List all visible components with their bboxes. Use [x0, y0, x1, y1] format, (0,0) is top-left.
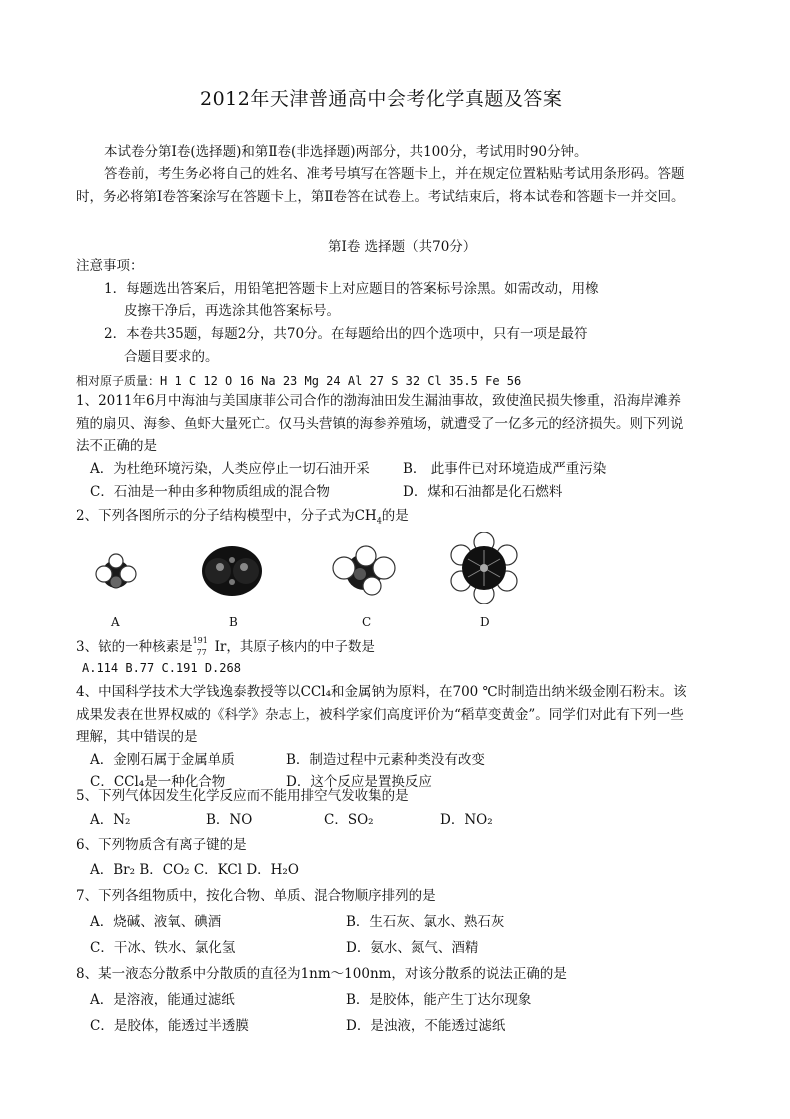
molecule-model-b: [200, 542, 264, 604]
q1-stem-2: 殖的扇贝、海参、鱼虾大量死亡。仅马头营镇的海参养殖场，就遭受了一亿多元的经济损失。则下列说: [76, 416, 684, 432]
molecule-model-c: [326, 542, 402, 604]
q3-stem-post: ，其原子核内的中子数是: [226, 639, 375, 655]
q1-option-a: A．为杜绝环境污染，人类应停止一切石油开采: [90, 461, 370, 477]
q4-stem-2: 成果发表在世界权威的《科学》杂志上，被科学家们高度评价为“稻草变黄金”。同学们对此有下列一些: [76, 707, 684, 723]
note-2b: 合题目要求的。: [124, 349, 219, 365]
molecule-model-d: [448, 532, 520, 608]
q1-stem-3: 法不正确的是: [76, 438, 157, 454]
note-1a: 1．每题选出答案后，用铅笔把答题卡上对应题目的答案标号涂黑。如需改动，用橡: [104, 281, 599, 297]
molecule-model-a: [92, 548, 140, 600]
q2-label-c: C: [362, 615, 372, 629]
intro-line-1: 本试卷分第Ⅰ卷(选择题)和第Ⅱ卷(非选择题)两部分，共100分，考试用时90分钟。: [104, 144, 588, 160]
q2-stem-pre: 2、下列各图所示的分子结构模型中，分子式为: [76, 508, 355, 524]
q2-stem-post: 的是: [381, 508, 409, 524]
q2-label-b: B: [229, 615, 238, 629]
q7-option-c: C．干冰、铁水、氯化氢: [90, 940, 236, 956]
q2-label-a: A: [111, 615, 120, 629]
q5-option-b: B．NO: [206, 812, 253, 828]
q1-option-d: D．煤和石油都是化石燃料: [403, 484, 563, 500]
q3-mass-number: 191: [192, 636, 208, 645]
q2-formula-sub: 4: [376, 516, 382, 526]
q8-option-a: A．是溶液，能通过滤纸: [90, 992, 235, 1008]
intro-line-3: 时，务必将第Ⅰ卷答案涂写在答题卡上，第Ⅱ卷答在试卷上。考试结束后，将本试卷和答题卡一并交回。: [76, 189, 685, 205]
q6-options: A．Br₂ B．CO₂ C．KCl D．H₂O: [90, 862, 299, 878]
q3-stem-pre: 3、铱的一种核素是: [76, 639, 193, 655]
notes-heading: 注意事项：: [76, 258, 144, 274]
section-heading: 第Ⅰ卷 选择题（共70分）: [328, 239, 477, 255]
q2-stem: [76, 508, 409, 530]
q2-formula: CH: [354, 508, 377, 524]
q2-label-d: D: [480, 615, 490, 629]
q4-option-d: D．这个反应是置换反应: [286, 774, 432, 790]
q8-option-b: B．是胶体，能产生丁达尔现象: [346, 992, 532, 1008]
atomic-masses: 相对原子质量：H 1 C 12 O 16 Na 23 Mg 24 Al 27 S 32 Cl 35.5 Fe 56: [76, 374, 522, 388]
q7-option-b: B．生石灰、氯水、熟石灰: [346, 914, 505, 930]
q8-option-c: C．是胶体，能透过半透膜: [90, 1018, 249, 1034]
q4-option-a: A．金刚石属于金属单质: [90, 752, 235, 768]
q5-option-d: D．NO₂: [440, 812, 493, 828]
q3-stem: [76, 637, 375, 655]
q8-stem: 8、某一液态分散系中分散质的直径为1nm～100nm，对该分散系的说法正确的是: [76, 966, 567, 982]
q7-option-d: D．氨水、氮气、酒精: [346, 940, 479, 956]
q3-symbol: Ir: [214, 639, 227, 655]
q4-option-b: B．制造过程中元素种类没有改变: [286, 752, 485, 768]
q7-stem: 7、下列各组物质中，按化合物、单质、混合物顺序排列的是: [76, 888, 436, 904]
q8-option-d: D．是浊液，不能透过滤纸: [346, 1018, 506, 1034]
q4-stem-1: 4、中国科学技术大学钱逸泰教授等以CCl₄和金属钠为原料，在700 ℃时制造出纳米级金刚石粉末。该: [76, 684, 687, 700]
note-2a: 2．本卷共35题，每题2分，共70分。在每题给出的四个选项中，只有一项是最符: [104, 326, 588, 342]
q1-stem-1: 1、2011年6月中海油与美国康菲公司合作的渤海油田发生漏油事故，致使渔民损失惨重，沿海岸滩养: [76, 393, 682, 409]
q4-option-c: C．CCl₄是一种化合物: [90, 774, 226, 790]
q5-stem: 5、下列气体因发生化学反应而不能用排空气发收集的是: [76, 788, 409, 804]
q4-stem-3: 理解，其中错误的是: [76, 729, 198, 745]
q5-option-c: C．SO₂: [324, 812, 374, 828]
q3-options: A.114 B.77 C.191 D.268: [82, 661, 241, 675]
q5-option-a: A．N₂: [90, 812, 131, 828]
q1-option-c: C．石油是一种由多种物质组成的混合物: [90, 484, 330, 500]
note-1b: 皮擦干净后，再选涂其他答案标号。: [124, 303, 340, 319]
q1-option-b: B． 此事件已对环境造成严重污染: [403, 461, 607, 477]
intro-line-2: 答卷前，考生务必将自己的姓名、准考号填写在答题卡上，并在规定位置粘贴考试用条形码。答题: [104, 166, 685, 182]
q6-stem: 6、下列物质含有离子键的是: [76, 837, 247, 853]
q7-option-a: A．烧碱、液氧、碘酒: [90, 914, 222, 930]
q3-atomic-number: 77: [196, 648, 207, 657]
page-title: 2012年天津普通高中会考化学真题及答案: [200, 88, 563, 110]
